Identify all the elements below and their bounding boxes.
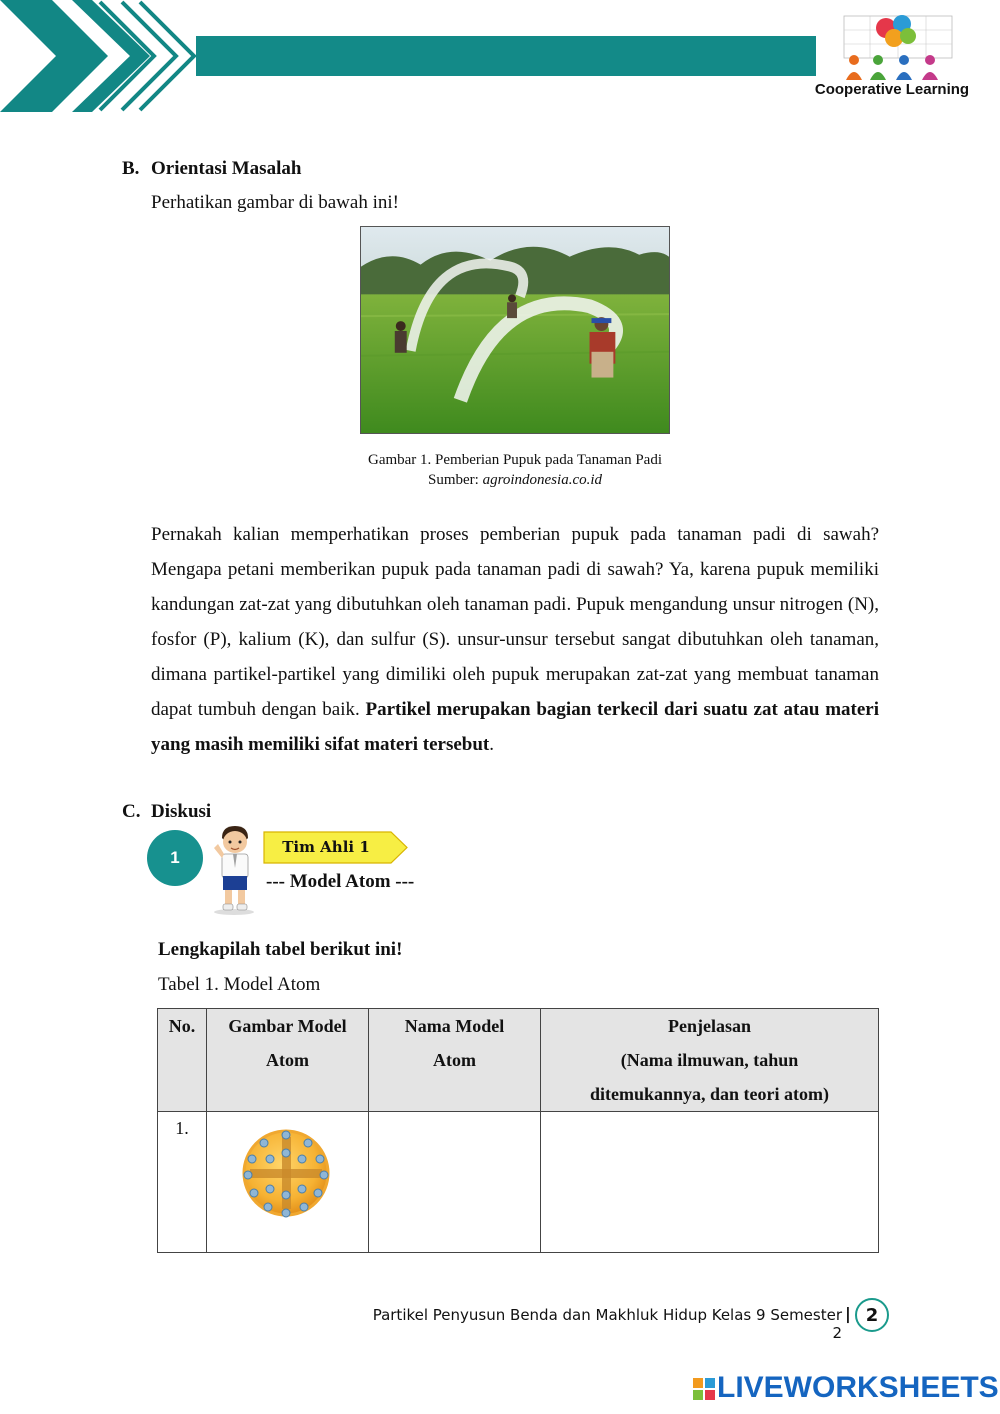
thomson-atom-model-icon <box>208 1113 358 1243</box>
header-gambar-line1: Gambar Model <box>228 1016 347 1036</box>
table-instruction: Lengkapilah tabel berikut ini! <box>158 939 403 960</box>
liveworksheets-watermark[interactable]: LIVEWORKSHEETS <box>717 1371 999 1404</box>
header-gambar-line2: Atom <box>266 1050 309 1070</box>
table-caption: Tabel 1. Model Atom <box>158 974 321 995</box>
paragraph-normal: Pernakah kalian memperhatikan proses pemberian pupuk pada tanaman padi di sawah? Mengapa petani memberikan pupuk pada tanaman padi di sawah? Ya, karena pupuk memiliki kandungan zat-zat yang dibutuhkan oleh tanaman padi. Pupuk mengandung unsur nitrogen (N), fosfor (P), kalium (K), dan sulfur (S). unsur-unsur tersebut sangat dibutuhkan oleh tanaman, dimana partikel-partikel yang dimiliki oleh pupuk merupakan zat-zat yang membuat tanaman dapat tumbuh dengan baik. <box>151 524 879 720</box>
header-nama-line1: Nama Model <box>404 1016 505 1036</box>
section-c-title: Diskusi <box>151 801 212 822</box>
team-label-text: Tim Ahli 1 <box>282 838 370 856</box>
logo-title: Cooperative Learning <box>814 81 970 98</box>
header-penjelasan-line2: (Nama ilmuwan, tahun <box>620 1050 799 1070</box>
section-c-letter: C. <box>122 801 141 822</box>
header-penjelasan-line3: ditemukannya, dan teori atom) <box>589 1084 829 1104</box>
figure-caption-block <box>300 450 730 490</box>
header-gambar <box>207 1009 369 1112</box>
table-header-row <box>158 1009 879 1112</box>
figure-caption: Gambar 1. Pemberian Pupuk pada Tanaman Padi <box>367 452 663 468</box>
cooperative-learning-logo-icon <box>836 8 960 84</box>
header-nama-line2: Atom <box>433 1050 476 1070</box>
row-1-no-text: 1. <box>175 1118 189 1138</box>
header-no-text: No. <box>168 1016 196 1036</box>
student-boy-icon <box>210 824 260 916</box>
header-nama <box>369 1009 541 1112</box>
footer-title: Partikel Penyusun Benda dan Makhluk Hidup Kelas 9 Semester 2 <box>372 1306 842 1342</box>
figure-source <box>300 470 730 490</box>
topic-heading: --- Model Atom --- <box>266 871 415 892</box>
header-penjelasan <box>541 1009 879 1112</box>
table-row <box>158 1112 879 1253</box>
liveworksheets-logo-icon <box>693 1378 715 1400</box>
row-1-no <box>158 1112 207 1253</box>
header-chevron-decoration <box>0 0 200 115</box>
orientation-paragraph <box>151 517 879 762</box>
paragraph-bold-definition: Partikel merupakan bagian terkecil dari suatu zat atau materi yang masih memiliki sifat materi tersebut <box>151 699 879 755</box>
row-1-penjelasan[interactable] <box>541 1112 879 1253</box>
section-b-letter: B. <box>122 158 140 179</box>
rice-field-fertilizer-photo <box>360 226 670 434</box>
row-1-nama[interactable] <box>369 1112 541 1253</box>
figure-source-label: Sumber: <box>427 472 483 488</box>
paragraph-end: . <box>489 734 495 755</box>
section-b-instruction: Perhatikan gambar di bawah ini! <box>151 192 399 213</box>
section-b-title: Orientasi Masalah <box>151 158 302 179</box>
footer-separator: | <box>845 1304 851 1323</box>
header-bar <box>196 36 816 76</box>
group-number-badge: 1 <box>147 830 203 886</box>
page-number: 2 <box>855 1298 889 1332</box>
figure-source-site: agroindonesia.co.id <box>482 472 603 488</box>
header-penjelasan-line1: Penjelasan <box>668 1016 751 1036</box>
row-1-gambar <box>207 1112 369 1253</box>
header-no <box>158 1009 207 1112</box>
atom-model-table <box>157 1008 879 1253</box>
